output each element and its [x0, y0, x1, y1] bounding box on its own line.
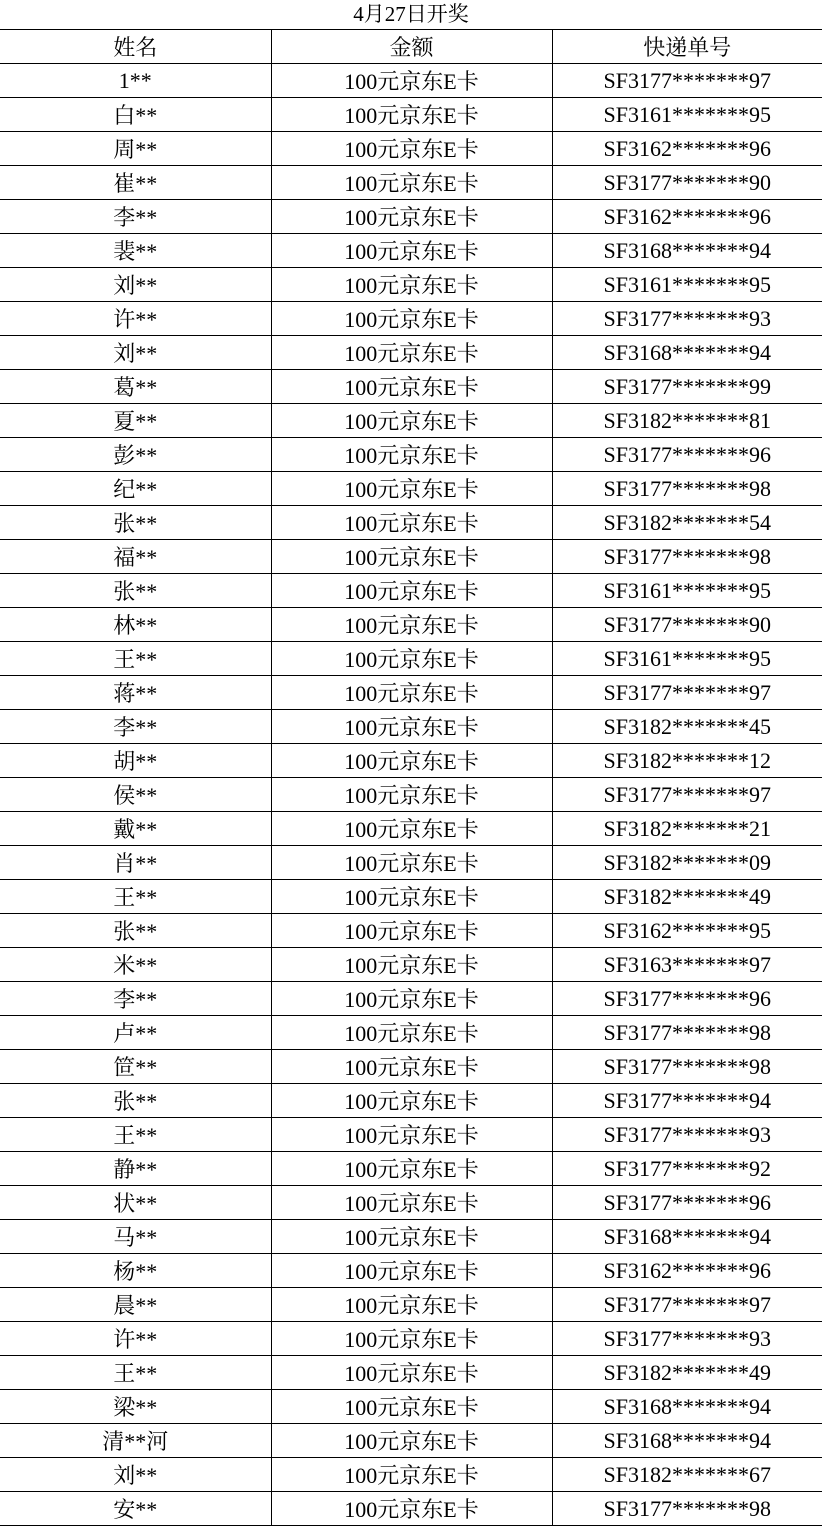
- table-row: [0, 1424, 822, 1458]
- table-row: [0, 268, 822, 302]
- tracking-number-cell: SF3177*******93: [552, 302, 822, 336]
- table-row: [0, 1050, 822, 1084]
- winner-name-cell: 福**: [0, 540, 271, 574]
- tracking-number-cell: SF3177*******93: [552, 1322, 822, 1356]
- prize-amount-cell: 100元京东E卡: [271, 268, 552, 302]
- table-row: [0, 744, 822, 778]
- prize-amount-cell: 100元京东E卡: [271, 846, 552, 880]
- tracking-number-cell: SF3161*******95: [552, 98, 822, 132]
- table-row: [0, 1152, 822, 1186]
- winner-name-cell: 静**: [0, 1152, 271, 1186]
- winner-name-cell: 戴**: [0, 812, 271, 846]
- table-row: [0, 1288, 822, 1322]
- winner-name-cell: 许**: [0, 1322, 271, 1356]
- table-row: [0, 1220, 822, 1254]
- winner-name-cell: 李**: [0, 710, 271, 744]
- tracking-number-cell: SF3168*******94: [552, 1220, 822, 1254]
- tracking-number-cell: SF3162*******96: [552, 132, 822, 166]
- tracking-number-cell: SF3177*******93: [552, 1118, 822, 1152]
- prize-amount-cell: 100元京东E卡: [271, 336, 552, 370]
- tracking-number-cell: SF3182*******54: [552, 506, 822, 540]
- winner-name-cell: 白**: [0, 98, 271, 132]
- table-body: [0, 64, 822, 1526]
- prize-amount-cell: 100元京东E卡: [271, 642, 552, 676]
- prize-amount-cell: 100元京东E卡: [271, 438, 552, 472]
- table-row: [0, 812, 822, 846]
- table-row: [0, 472, 822, 506]
- prize-amount-cell: 100元京东E卡: [271, 1390, 552, 1424]
- table-row: [0, 1084, 822, 1118]
- table-row: [0, 132, 822, 166]
- prize-amount-cell: 100元京东E卡: [271, 506, 552, 540]
- tracking-number-cell: SF3177*******94: [552, 1084, 822, 1118]
- table-row: [0, 642, 822, 676]
- tracking-number-cell: SF3177*******99: [552, 370, 822, 404]
- winner-name-cell: 裴**: [0, 234, 271, 268]
- prize-amount-cell: 100元京东E卡: [271, 914, 552, 948]
- table-row: [0, 1254, 822, 1288]
- winner-name-cell: 纪**: [0, 472, 271, 506]
- table-row: [0, 1492, 822, 1526]
- tracking-number-cell: SF3177*******98: [552, 1050, 822, 1084]
- prize-amount-cell: 100元京东E卡: [271, 1186, 552, 1220]
- table-row: [0, 1390, 822, 1424]
- tracking-number-cell: SF3177*******92: [552, 1152, 822, 1186]
- prize-amount-cell: 100元京东E卡: [271, 1356, 552, 1390]
- prize-amount-cell: 100元京东E卡: [271, 1322, 552, 1356]
- prize-amount-cell: 100元京东E卡: [271, 302, 552, 336]
- table-row: [0, 506, 822, 540]
- winner-name-cell: 张**: [0, 506, 271, 540]
- tracking-number-cell: SF3168*******94: [552, 1390, 822, 1424]
- winner-name-cell: 刘**: [0, 336, 271, 370]
- column-header-amount: 金额: [271, 30, 552, 64]
- table-row: [0, 404, 822, 438]
- prize-amount-cell: 100元京东E卡: [271, 982, 552, 1016]
- winner-name-cell: 王**: [0, 880, 271, 914]
- table-row: [0, 166, 822, 200]
- prize-amount-cell: 100元京东E卡: [271, 1288, 552, 1322]
- tracking-number-cell: SF3182*******81: [552, 404, 822, 438]
- tracking-number-cell: SF3168*******94: [552, 1424, 822, 1458]
- table-row: [0, 880, 822, 914]
- prize-amount-cell: 100元京东E卡: [271, 1084, 552, 1118]
- prize-amount-cell: 100元京东E卡: [271, 472, 552, 506]
- tracking-number-cell: SF3161*******95: [552, 574, 822, 608]
- winner-name-cell: 王**: [0, 1118, 271, 1152]
- table-row: [0, 200, 822, 234]
- tracking-number-cell: SF3177*******98: [552, 540, 822, 574]
- table-row: [0, 302, 822, 336]
- winner-name-cell: 侯**: [0, 778, 271, 812]
- tracking-number-cell: SF3182*******12: [552, 744, 822, 778]
- table-row: [0, 540, 822, 574]
- tracking-number-cell: SF3168*******94: [552, 234, 822, 268]
- prize-amount-cell: 100元京东E卡: [271, 608, 552, 642]
- tracking-number-cell: SF3177*******97: [552, 1288, 822, 1322]
- table-row: [0, 1016, 822, 1050]
- winner-name-cell: 梁**: [0, 1390, 271, 1424]
- winner-name-cell: 清**河: [0, 1424, 271, 1458]
- prize-amount-cell: 100元京东E卡: [271, 1254, 552, 1288]
- winner-name-cell: 安**: [0, 1492, 271, 1526]
- winner-name-cell: 刘**: [0, 1458, 271, 1492]
- page-title: 4月27日开奖: [353, 2, 469, 26]
- tracking-number-cell: SF3162*******96: [552, 200, 822, 234]
- winner-name-cell: 彭**: [0, 438, 271, 472]
- table-row: [0, 574, 822, 608]
- table-row: [0, 1186, 822, 1220]
- winner-name-cell: 蒋**: [0, 676, 271, 710]
- winner-name-cell: 张**: [0, 574, 271, 608]
- table-row: [0, 1458, 822, 1492]
- tracking-number-cell: SF3182*******49: [552, 880, 822, 914]
- table-row: [0, 1322, 822, 1356]
- prize-amount-cell: 100元京东E卡: [271, 98, 552, 132]
- prize-amount-cell: 100元京东E卡: [271, 166, 552, 200]
- table-row: [0, 1356, 822, 1390]
- tracking-number-cell: SF3177*******98: [552, 1492, 822, 1526]
- winner-name-cell: 马**: [0, 1220, 271, 1254]
- winner-name-cell: 许**: [0, 302, 271, 336]
- winner-name-cell: 张**: [0, 914, 271, 948]
- prize-amount-cell: 100元京东E卡: [271, 64, 552, 98]
- winner-name-cell: 晨**: [0, 1288, 271, 1322]
- tracking-number-cell: SF3182*******67: [552, 1458, 822, 1492]
- winner-name-cell: 胡**: [0, 744, 271, 778]
- prize-amount-cell: 100元京东E卡: [271, 1016, 552, 1050]
- prize-amount-cell: 100元京东E卡: [271, 778, 552, 812]
- winner-name-cell: 米**: [0, 948, 271, 982]
- prize-amount-cell: 100元京东E卡: [271, 200, 552, 234]
- table-row: [0, 778, 822, 812]
- prize-amount-cell: 100元京东E卡: [271, 744, 552, 778]
- prize-amount-cell: 100元京东E卡: [271, 1220, 552, 1254]
- table-row: [0, 948, 822, 982]
- tracking-number-cell: SF3182*******49: [552, 1356, 822, 1390]
- table-row: [0, 676, 822, 710]
- prize-amount-cell: 100元京东E卡: [271, 710, 552, 744]
- table-row: [0, 914, 822, 948]
- prize-amount-cell: 100元京东E卡: [271, 404, 552, 438]
- winners-table: [0, 29, 822, 1526]
- tracking-number-cell: SF3177*******97: [552, 676, 822, 710]
- winner-name-cell: 刘**: [0, 268, 271, 302]
- tracking-number-cell: SF3182*******21: [552, 812, 822, 846]
- prize-amount-cell: 100元京东E卡: [271, 1492, 552, 1526]
- table-row: [0, 710, 822, 744]
- tracking-number-cell: SF3177*******96: [552, 1186, 822, 1220]
- prize-amount-cell: 100元京东E卡: [271, 540, 552, 574]
- prize-amount-cell: 100元京东E卡: [271, 1118, 552, 1152]
- winner-name-cell: 夏**: [0, 404, 271, 438]
- prize-amount-cell: 100元京东E卡: [271, 1458, 552, 1492]
- tracking-number-cell: SF3177*******98: [552, 472, 822, 506]
- column-header-name: 姓名: [0, 30, 271, 64]
- table-row: [0, 336, 822, 370]
- tracking-number-cell: SF3177*******98: [552, 1016, 822, 1050]
- table-row: [0, 982, 822, 1016]
- tracking-number-cell: SF3168*******94: [552, 336, 822, 370]
- tracking-number-cell: SF3177*******96: [552, 438, 822, 472]
- tracking-number-cell: SF3177*******97: [552, 64, 822, 98]
- tracking-number-cell: SF3161*******95: [552, 642, 822, 676]
- tracking-number-cell: SF3177*******97: [552, 778, 822, 812]
- winner-name-cell: 李**: [0, 982, 271, 1016]
- column-header-tracking: 快递单号: [552, 30, 822, 64]
- winner-name-cell: 杨**: [0, 1254, 271, 1288]
- winner-name-cell: 李**: [0, 200, 271, 234]
- table-row: [0, 846, 822, 880]
- tracking-number-cell: SF3177*******90: [552, 608, 822, 642]
- winner-name-cell: 王**: [0, 1356, 271, 1390]
- prize-amount-cell: 100元京东E卡: [271, 676, 552, 710]
- winner-name-cell: 周**: [0, 132, 271, 166]
- tracking-number-cell: SF3162*******96: [552, 1254, 822, 1288]
- winner-name-cell: 葛**: [0, 370, 271, 404]
- winner-name-cell: 王**: [0, 642, 271, 676]
- tracking-number-cell: SF3163*******97: [552, 948, 822, 982]
- winner-name-cell: 1**: [0, 64, 271, 98]
- prize-amount-cell: 100元京东E卡: [271, 370, 552, 404]
- table-row: [0, 608, 822, 642]
- prize-amount-cell: 100元京东E卡: [271, 812, 552, 846]
- table-row: [0, 64, 822, 98]
- table-row: [0, 370, 822, 404]
- prize-amount-cell: 100元京东E卡: [271, 948, 552, 982]
- winner-name-cell: 笸**: [0, 1050, 271, 1084]
- prize-amount-cell: 100元京东E卡: [271, 880, 552, 914]
- tracking-number-cell: SF3177*******90: [552, 166, 822, 200]
- table-row: [0, 438, 822, 472]
- winner-name-cell: 崔**: [0, 166, 271, 200]
- tracking-number-cell: SF3161*******95: [552, 268, 822, 302]
- table-row: [0, 1118, 822, 1152]
- tracking-number-cell: SF3162*******95: [552, 914, 822, 948]
- winner-name-cell: 林**: [0, 608, 271, 642]
- prize-amount-cell: 100元京东E卡: [271, 574, 552, 608]
- prize-amount-cell: 100元京东E卡: [271, 1152, 552, 1186]
- winner-name-cell: 肖**: [0, 846, 271, 880]
- prize-amount-cell: 100元京东E卡: [271, 234, 552, 268]
- prize-amount-cell: 100元京东E卡: [271, 1050, 552, 1084]
- winner-name-cell: 张**: [0, 1084, 271, 1118]
- prize-amount-cell: 100元京东E卡: [271, 1424, 552, 1458]
- winner-name-cell: 卢**: [0, 1016, 271, 1050]
- prize-amount-cell: 100元京东E卡: [271, 132, 552, 166]
- table-row: [0, 234, 822, 268]
- winner-name-cell: 状**: [0, 1186, 271, 1220]
- table-row: [0, 98, 822, 132]
- tracking-number-cell: SF3182*******09: [552, 846, 822, 880]
- tracking-number-cell: SF3182*******45: [552, 710, 822, 744]
- table-header-row: [0, 30, 822, 64]
- tracking-number-cell: SF3177*******96: [552, 982, 822, 1016]
